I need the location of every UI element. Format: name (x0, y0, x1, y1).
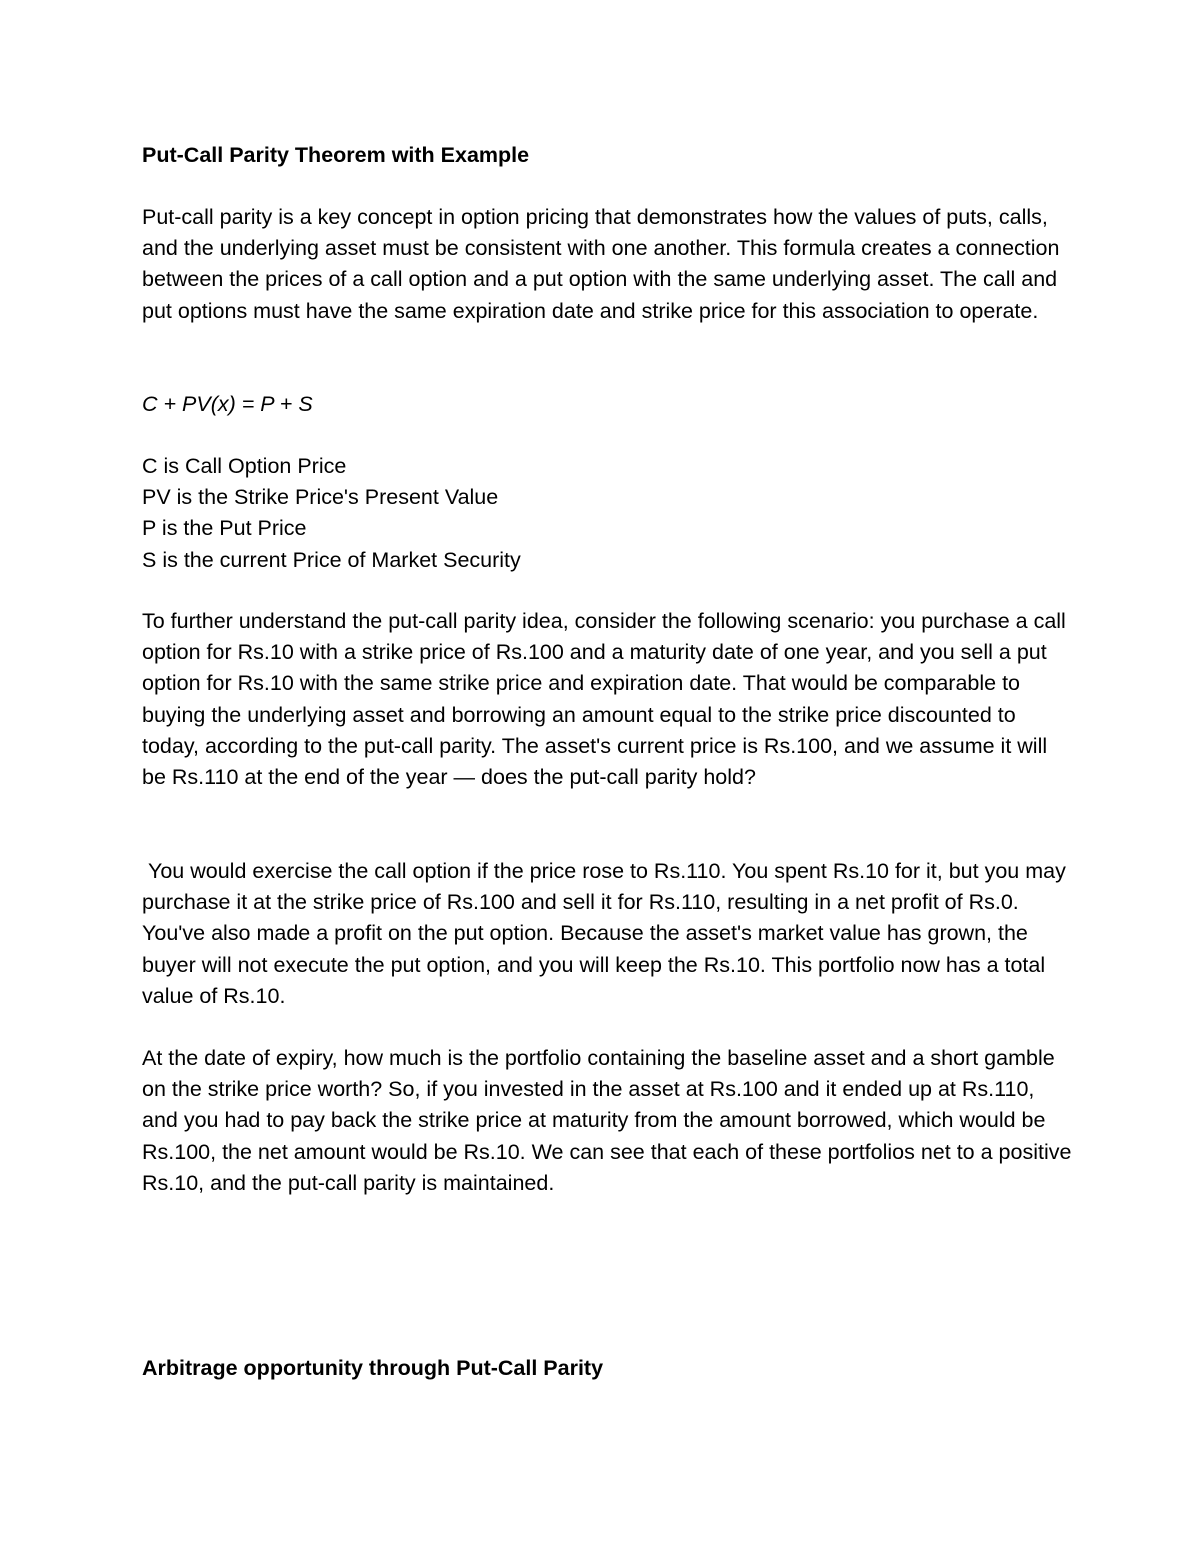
definition-security-price: S is the current Price of Market Security (142, 547, 521, 572)
call-exercise-paragraph: You would exercise the call option if the price rose to Rs.110. You spent Rs.10 for it, but you may purchase it at the strike price of Rs.100 and sell it for Rs.110, resulting in a net profit of Rs.0. You've also made a profit on the put option. Because the asset's market value has grown, the buyer will not execute the put option, and you will keep the Rs.10. This portfolio now has a total value of Rs.10. (142, 859, 1066, 1008)
formula-definitions (142, 451, 1072, 576)
definition-put: P is the Put Price (142, 516, 307, 541)
document-title: Put-Call Parity Theorem with Example (142, 143, 530, 167)
portfolio-value-paragraph: At the date of expiry, how much is the portfolio containing the baseline asset and a short gamble on the strike price worth? So, if you invested in the asset at Rs.100 and it ended up at Rs.110, and you had to pay back the strike price at maturity from the amount borrowed, which would be Rs.100, the net amount would be Rs.10. We can see that each of these portfolios net to a positive Rs.10, and the put-call parity is maintained. (142, 1046, 1072, 1195)
intro-paragraph: Put-call parity is a key concept in option pricing that demonstrates how the values of puts, calls, and the underlying asset must be consistent with one another. This formula creates a connection between the prices of a call option and a put option with the same underlying asset. The call and put options must have the same expiration date and strike price for this association to operate. (142, 205, 1060, 323)
put-call-parity-formula: C + PV(x) = P + S (142, 392, 313, 416)
example-scenario-paragraph: To further understand the put-call parity idea, consider the following scenario: you purchase a call option for Rs.10 with a strike price of Rs.100 and a maturity date of one year, and you sell a put option for Rs.10 with the same strike price and expiration date. That would be comparable to buying the underlying asset and borrowing an amount equal to the strike price discounted to today, according to the put-call parity. The asset's current price is Rs.100, and we assume it will be Rs.110 at the end of the year — does the put-call parity hold? (142, 609, 1066, 790)
section-title-arbitrage: Arbitrage opportunity through Put-Call Parity (142, 1356, 604, 1380)
definition-call: C is Call Option Price (142, 454, 347, 478)
definition-present-value: PV is the Strike Price's Present Value (142, 485, 499, 510)
